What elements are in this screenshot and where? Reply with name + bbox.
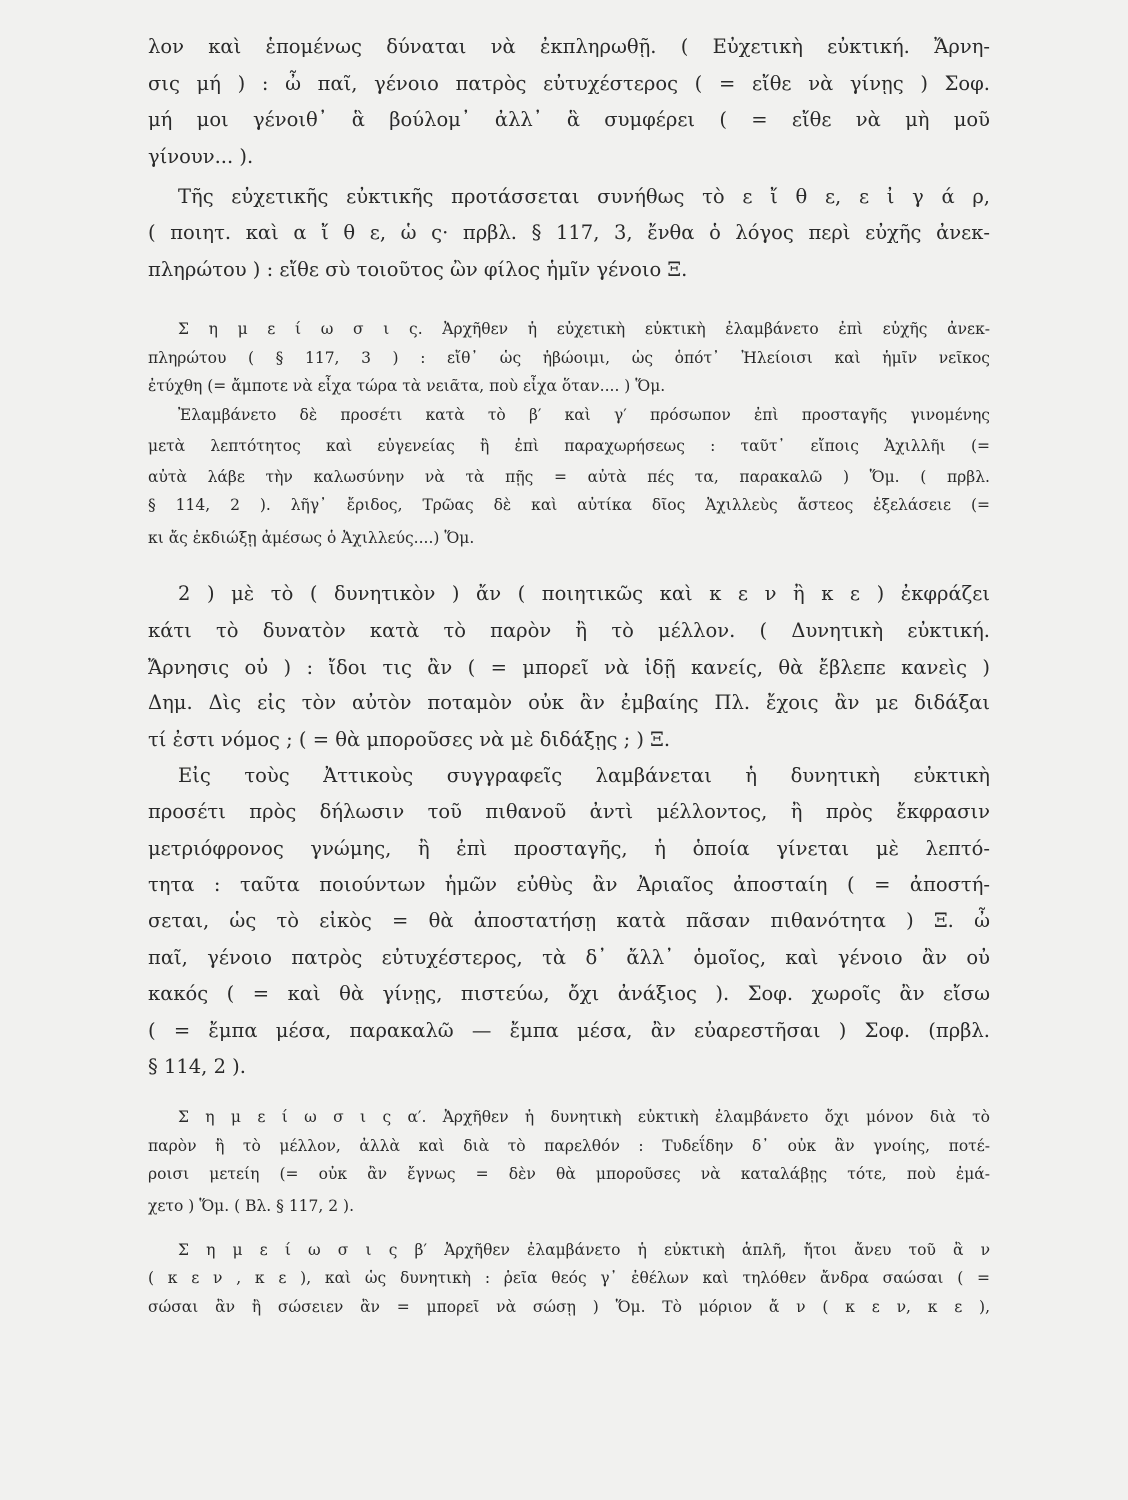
text-line: μετριόφρονος γνώμης, ἢ ἐπὶ προσταγῆς, ἡ ὁποία γίνεται μὲ λεπτό- bbox=[148, 837, 990, 860]
text-line: τί ἐστι νόμος ; ( = θὰ μποροῦσες νὰ μὲ διδάξῃς ; ) Ξ. bbox=[148, 728, 671, 751]
text-line: πληρώτου ) : εἴθε σὺ τοιοῦτος ὢν φίλος ἡμῖν γένοιο Ξ. bbox=[148, 258, 688, 281]
text-line: ( = ἔμπα μέσα, παρακαλῶ — ἔμπα μέσα, ἂν εὐαρεστῆσαι ) Σοφ. (πρβλ. bbox=[148, 1019, 990, 1042]
note-line: Σ η μ ε ί ω σ ι ς β′ Ἀρχῆθεν ἐλαμβάνετο ἡ εὐκτικὴ ἁπλῆ, ἤτοι ἄνευ τοῦ ἂ ν bbox=[178, 1241, 990, 1259]
note-line: αὐτὰ λάβε τὴν καλωσύνην νὰ τὰ πῇς = αὐτὰ πές τα, παρακαλῶ ) Ὅμ. ( πρβλ. bbox=[148, 468, 990, 486]
note-line: παρὸν ἢ τὸ μέλλον, ἀλλὰ καὶ διὰ τὸ παρελθόν : Τυδεΐδην δ᾽ οὐκ ἂν γνοίης, ποτέ- bbox=[148, 1137, 990, 1155]
note-line: χετο ) Ὅμ. ( Βλ. § 117, 2 ). bbox=[148, 1197, 355, 1215]
text-line: τητα : ταῦτα ποιούντων ἡμῶν εὐθὺς ἂν Ἀριαῖος ἀποσταίη ( = ἀποστή- bbox=[148, 873, 990, 896]
text-line: σεται, ὡς τὸ εἰκὸς = θὰ ἀποστατήσῃ κατὰ πᾶσαν πιθανότητα ) Ξ. ὦ bbox=[148, 909, 990, 932]
note-line: πληρώτου ( § 117, 3 ) : εἴθ᾽ ὡς ἡβώοιμι, ὡς ὁπότ᾽ Ἠλείοισι καὶ ἡμῖν νεῖκος bbox=[148, 349, 990, 367]
text-line: προσέτι πρὸς δήλωσιν τοῦ πιθανοῦ ἀντὶ μέλλοντος, ἢ πρὸς ἔκφρασιν bbox=[148, 800, 990, 823]
note-line: ἐτύχθη (= ἄμποτε νὰ εἶχα τώρα τὰ νειᾶτα, ποὺ εἶχα ὅταν.... ) Ὅμ. bbox=[148, 377, 666, 395]
text-line: παῖ, γένοιο πατρὸς εὐτυχέστερος, τὰ δ᾽ ἄλλ᾽ ὁμοῖος, καὶ γένοιο ἂν οὐ bbox=[148, 946, 990, 969]
note-line: ροισι μετείη (= οὐκ ἂν ἔγνως = δὲν θὰ μποροῦσες νὰ καταλάβῃς τότε, ποὺ ἐμά- bbox=[148, 1165, 990, 1183]
note-line: ( κ ε ν , κ ε ), καὶ ὡς δυνητικὴ : ῥεῖα θεός γ᾽ ἐθέλων καὶ τηλόθεν ἄνδρα σαώσαι ( = bbox=[148, 1269, 990, 1287]
text-line: Εἰς τοὺς Ἀττικοὺς συγγραφεῖς λαμβάνεται ἡ δυνητικὴ εὐκτικὴ bbox=[178, 764, 990, 787]
text-line: Τῆς εὐχετικῆς εὐκτικῆς προτάσσεται συνήθως τὸ ε ἴ θ ε, ε ἰ γ ά ρ, bbox=[178, 185, 990, 208]
text-line: γίνουν... ). bbox=[148, 145, 254, 168]
text-line: 2 ) μὲ τὸ ( δυνητικὸν ) ἄν ( ποιητικῶς καὶ κ ε ν ἢ κ ε ) ἐκφράζει bbox=[178, 582, 990, 605]
text-line: § 114, 2 ). bbox=[148, 1055, 246, 1078]
note-line: κι ἄς ἐκδιώξῃ ἀμέσως ὁ Ἀχιλλεύς....) Ὅμ. bbox=[148, 529, 475, 547]
text-line: λον καὶ ἑπομένως δύναται νὰ ἐκπληρωθῇ. ( Εὐχετικὴ εὐκτική. Ἄρνη- bbox=[148, 35, 990, 58]
text-line: κακός ( = καὶ θὰ γίνῃς, πιστεύω, ὄχι ἀνάξιος ). Σοφ. χωροῖς ἂν εἴσω bbox=[148, 982, 990, 1005]
text-line: Ἄρνησις οὐ ) : ἴδοι τις ἂν ( = μπορεῖ νὰ ἰδῇ κανείς, θὰ ἔβλεπε κανεὶς ) bbox=[148, 656, 990, 679]
note-line: Σ η μ ε ί ω σ ι ς. Ἀρχῆθεν ἡ εὐχετικὴ εὐκτικὴ ἐλαμβάνετο ἐπὶ εὐχῆς ἀνεκ- bbox=[178, 320, 990, 338]
note-line: Σ η μ ε ί ω σ ι ς α′. Ἀρχῆθεν ἡ δυνητικὴ εὐκτικὴ ἐλαμβάνετο ὄχι μόνον διὰ τὸ bbox=[178, 1108, 990, 1126]
text-line: Δημ. Δὶς εἰς τὸν αὐτὸν ποταμὸν οὐκ ἂν ἐμβαίης Πλ. ἔχοις ἂν με διδάξαι bbox=[148, 691, 990, 714]
text-line: μή μοι γένοιθ᾽ ἃ βούλομ᾽ ἀλλ᾽ ἃ συμφέρει ( = εἴθε νὰ μὴ μοῦ bbox=[148, 108, 990, 131]
note-line: § 114, 2 ). λῆγ᾽ ἔριδος, Τρῶας δὲ καὶ αὐτίκα δῖος Ἀχιλλεὺς ἄστεος ἐξελάσειε (= bbox=[148, 496, 990, 514]
note-line: μετὰ λεπτότητος καὶ εὐγενείας ἢ ἐπὶ παραχωρήσεως : ταῦτ᾽ εἴποις Ἀχιλλῆι (= bbox=[148, 437, 990, 455]
note-line: σώσαι ἂν ἢ σώσειεν ἂν = μπορεῖ νὰ σώσῃ ) Ὅμ. Τὸ μόριον ἄ ν ( κ ε ν, κ ε ), bbox=[148, 1298, 990, 1316]
text-line: σις μή ) : ὦ παῖ, γένοιο πατρὸς εὐτυχέστερος ( = εἴθε νὰ γίνῃς ) Σοφ. bbox=[148, 72, 990, 95]
note-line: Ἐλαμβάνετο δὲ προσέτι κατὰ τὸ β′ καὶ γ′ πρόσωπον ἐπὶ προσταγῆς γινομένης bbox=[178, 406, 990, 424]
text-line: ( ποιητ. καὶ α ἴ θ ε, ὡ ς· πρβλ. § 117, 3, ἔνθα ὁ λόγος περὶ εὐχῆς ἀνεκ- bbox=[148, 221, 990, 244]
text-line: κάτι τὸ δυνατὸν κατὰ τὸ παρὸν ἢ τὸ μέλλον. ( Δυνητικὴ εὐκτική. bbox=[148, 619, 990, 642]
